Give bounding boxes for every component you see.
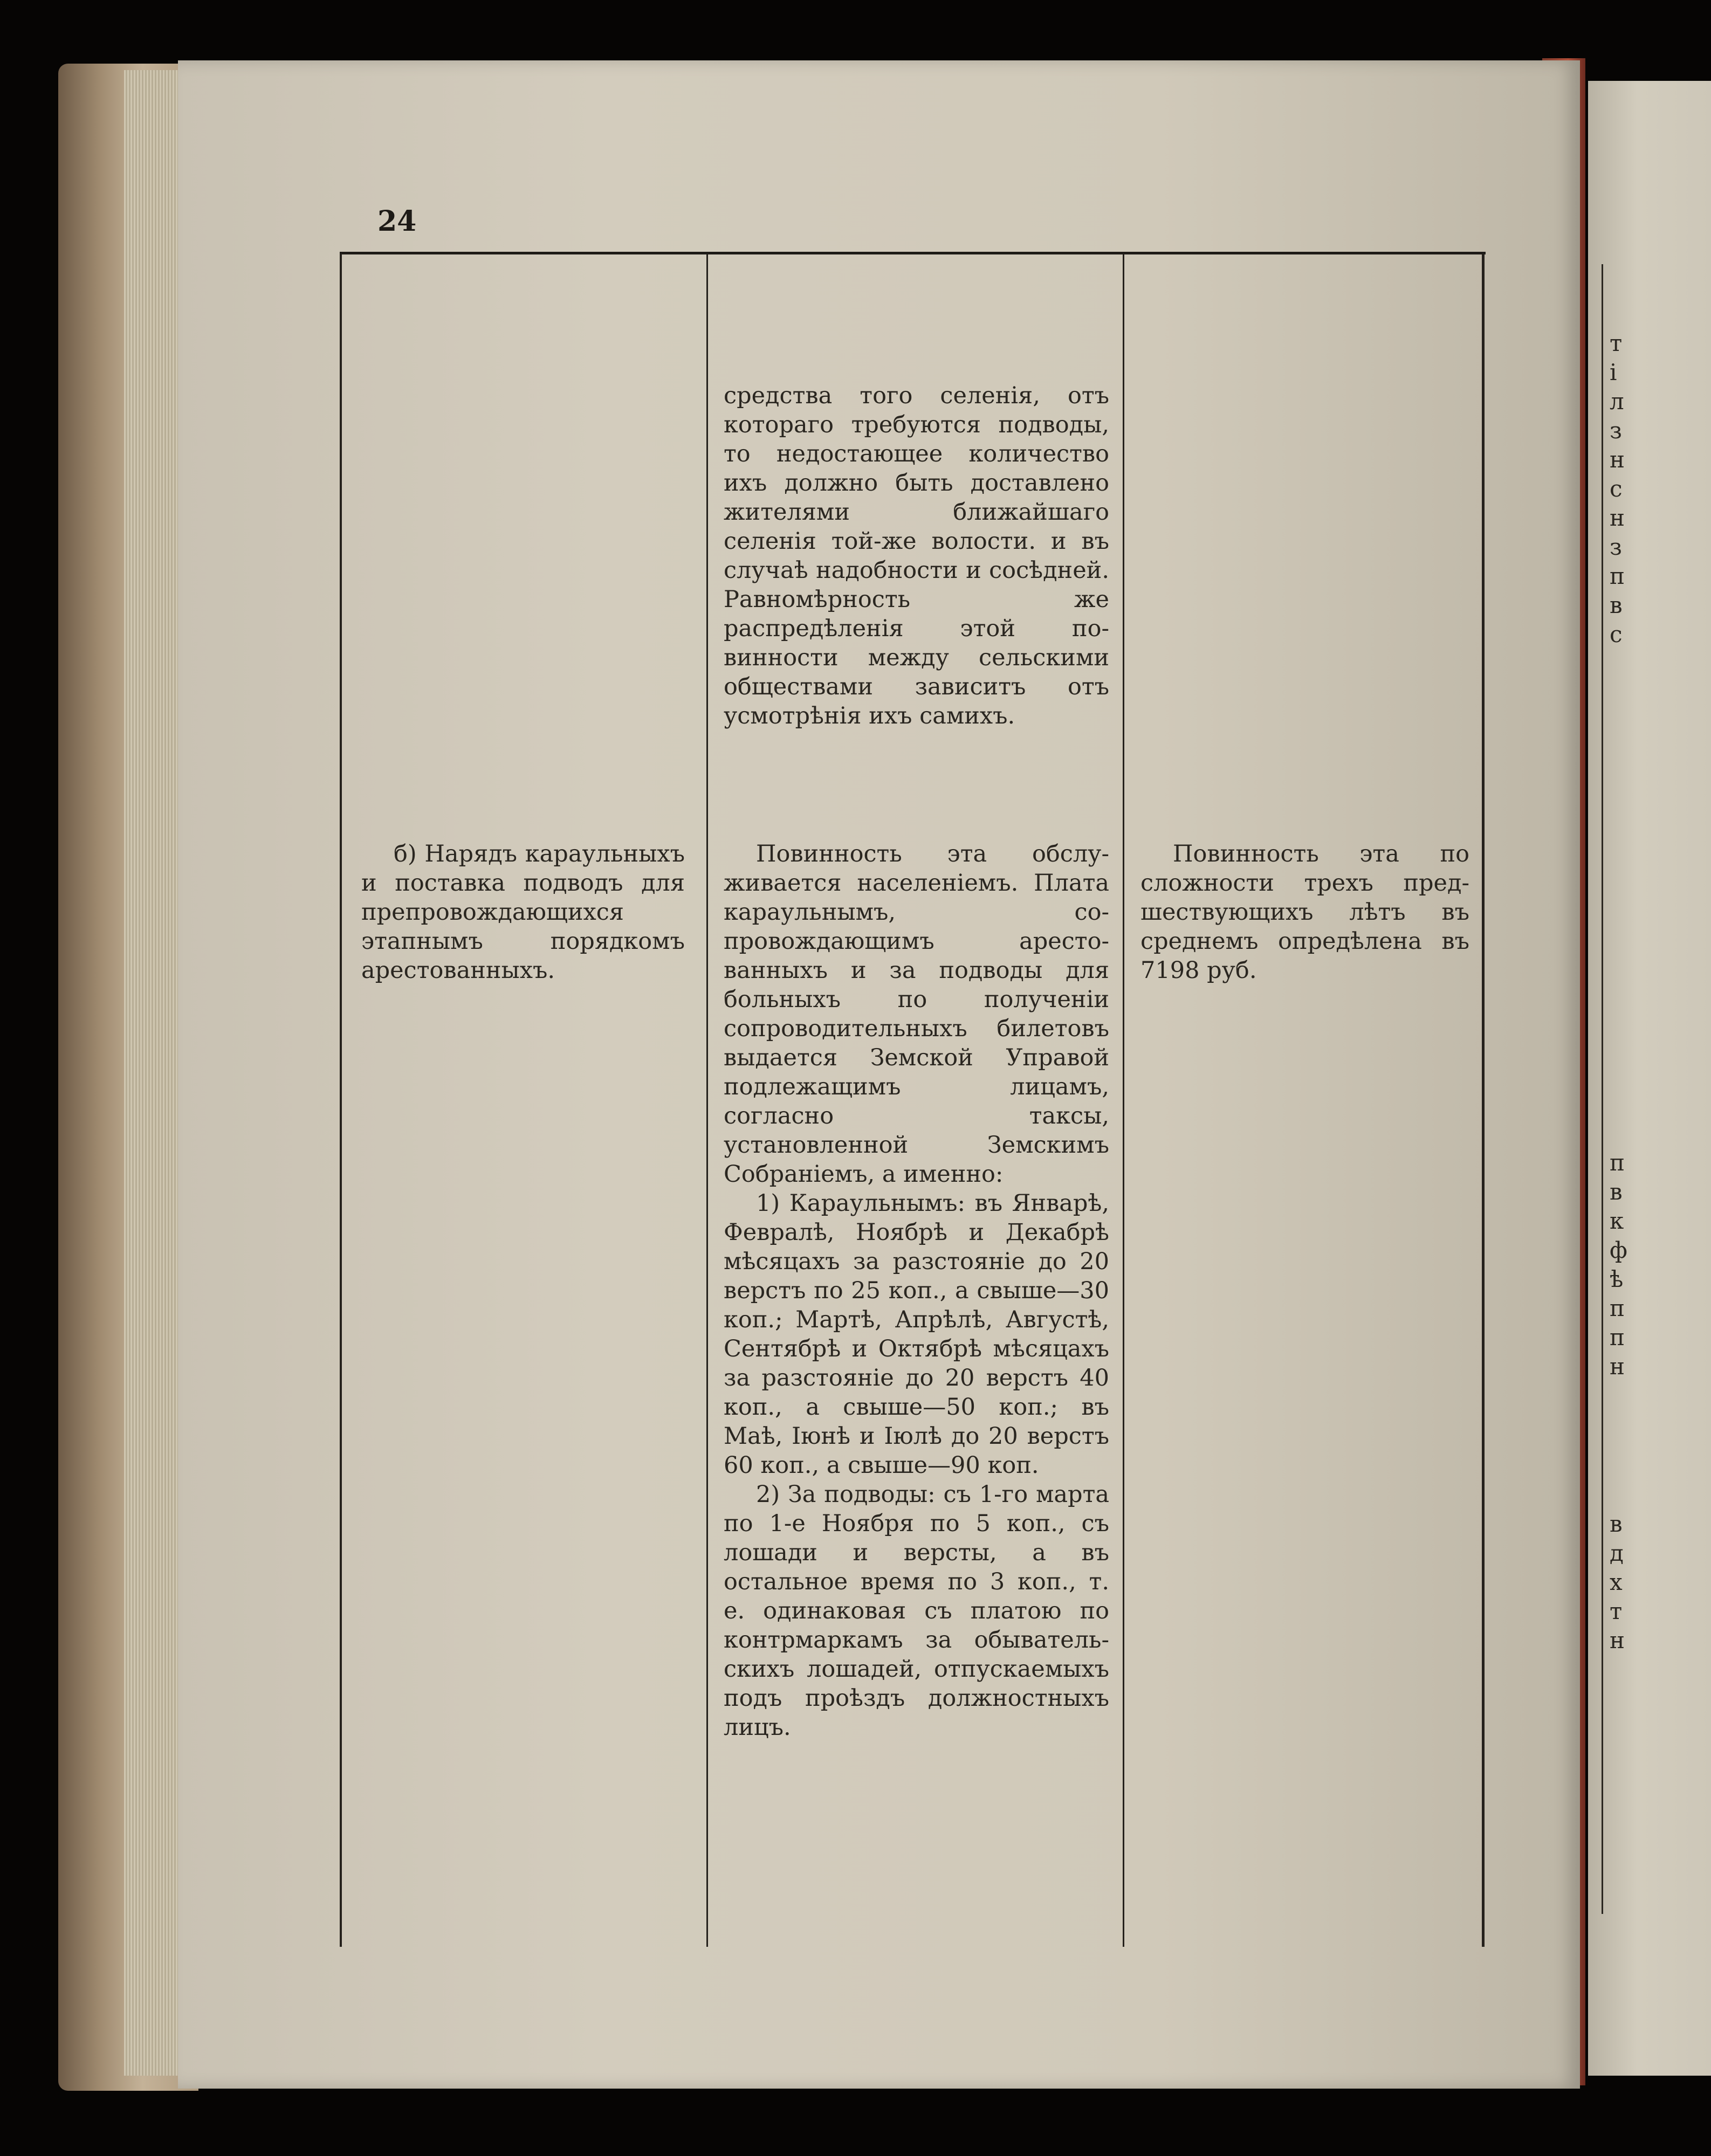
- adjacent-page-letter: т: [1610, 330, 1623, 356]
- description-paragraph-3: 2) За подводы: съ 1-го марта по 1-е Ноября по 5 коп., съ лошади и версты, а въ остальное время по 3 коп., т. е. одинаковая съ платою по контрмаркамъ за обывательскихъ лошадей, отпускаемыхъ подъ проѣздъ должностныхъ лицъ.: [724, 1481, 1109, 1741]
- adjacent-page-letter: с: [1610, 476, 1623, 502]
- adjacent-page-letter: к: [1610, 1208, 1624, 1234]
- adjacent-page-letter: ф: [1610, 1237, 1627, 1263]
- table-frame: [340, 252, 1486, 1945]
- column-1-item: [361, 839, 685, 985]
- description-paragraph-1: Повинность эта обслуживается населеніемъ. Плата караульнымъ, сопровождающимъ арестованныхъ и за подводы для больныхъ по полученіи сопроводительныхъ билетовъ выдается Земской Управой подлежащимъ лицамъ, согласно таксы, установленной Земскимъ Собраніемъ, а именно:: [724, 841, 1109, 1188]
- adjacent-page-letter: п: [1610, 1324, 1625, 1351]
- adjacent-page-letter: д: [1610, 1540, 1624, 1566]
- adjacent-page-edge: [1588, 81, 1711, 2076]
- adjacent-page-letter: п: [1610, 1295, 1625, 1321]
- page-number: 24: [377, 205, 417, 238]
- column-divider-2: [1123, 254, 1124, 1947]
- adjacent-page-letter: ѣ: [1610, 1266, 1624, 1292]
- continuation-paragraph: средства того селенія, отъ котораго требуются подводы, то недостающее количество ихъ должно быть доставлено жителями ближайшаго селенія той-же волости. и въ случаѣ надобности и сосѣдней. Равномѣрность же распредѣленія этой повинности между сельскими обществами зависитъ отъ усмотрѣнія ихъ самихъ.: [724, 382, 1109, 729]
- adjacent-page-letter: н: [1610, 505, 1625, 531]
- adjacent-page-letter: х: [1610, 1569, 1623, 1595]
- adjacent-page-letter: п: [1610, 563, 1625, 589]
- adjacent-page-letter: л: [1610, 388, 1624, 415]
- description-paragraph-2: 1) Караульнымъ: въ Январѣ, Февралѣ, Ноябрѣ и Декабрѣ мѣсяцахъ за разстояніе до 20 верстъ по 25 коп., а свыше—30 коп.; Мартѣ, Апрѣлѣ, Августѣ, Сентябрѣ и Октябрѣ мѣсяцахъ за разстояніе до 20 верстъ 40 коп., а свыше—50 коп.; въ Маѣ, Іюнѣ и Іюлѣ до 20 верстъ 60 коп., а свыше—90 коп.: [724, 1190, 1109, 1479]
- adjacent-page-rule: [1602, 264, 1603, 1914]
- adjacent-page-letter: в: [1610, 592, 1623, 618]
- cost-paragraph: Повинность эта по сложности трехъ предшествующихъ лѣтъ въ среднемъ опредѣлена въ 7198 руб.: [1140, 841, 1469, 984]
- adjacent-page-letter: в: [1610, 1179, 1623, 1205]
- adjacent-page-letter: в: [1610, 1511, 1623, 1537]
- adjacent-page-letter: н: [1610, 446, 1625, 473]
- column-2-continuation: [724, 381, 1109, 731]
- document-page: [178, 60, 1580, 2089]
- adjacent-page-letter: з: [1610, 534, 1622, 560]
- adjacent-page-letter: н: [1610, 1627, 1625, 1654]
- table-top-rule: [340, 252, 1486, 254]
- column-3-cost: [1140, 839, 1469, 985]
- column-divider-1: [706, 254, 708, 1947]
- table-left-rule: [340, 254, 342, 1947]
- adjacent-page-letter: п: [1610, 1149, 1625, 1176]
- adjacent-page-letter: н: [1610, 1353, 1625, 1380]
- adjacent-page-letter: з: [1610, 417, 1622, 444]
- adjacent-page-letter: і: [1610, 359, 1617, 385]
- item-title: б) Нарядъ караульныхъ и поставка подводъ для препровождающихся этапнымъ порядкомъ арестованныхъ.: [361, 841, 685, 984]
- table-right-rule: [1482, 254, 1485, 1947]
- adjacent-page-letter: т: [1610, 1598, 1623, 1624]
- column-2-description: [724, 839, 1109, 1742]
- adjacent-page-letter: с: [1610, 621, 1623, 648]
